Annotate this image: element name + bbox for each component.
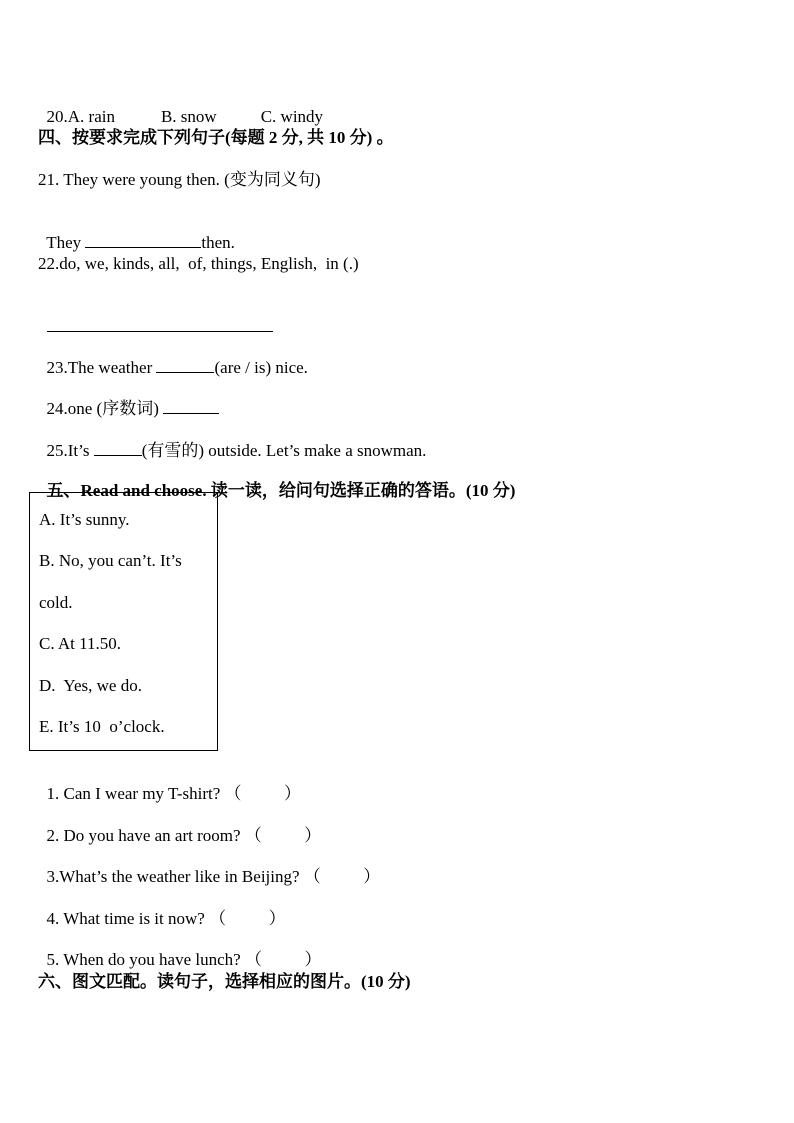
- answer-parentheses: （ ）: [303, 867, 381, 886]
- question-end: (are / is) nice.: [214, 358, 308, 377]
- answer-options-box: [29, 492, 218, 751]
- answer-blank: [47, 316, 273, 332]
- option-a: A. rain: [67, 107, 115, 126]
- question-25: [38, 420, 426, 461]
- answer-start: They: [46, 233, 82, 252]
- option-c: C. At 11.50.: [39, 634, 122, 653]
- question-4: [38, 889, 286, 929]
- question-3: [38, 847, 380, 887]
- question-number: 20.: [46, 107, 68, 126]
- option-c: C. windy: [260, 107, 324, 126]
- question-2: [38, 806, 321, 846]
- question-end: (有雪的) outside. Let’s make a snowman.: [141, 441, 427, 460]
- question-start: 25.It’s: [46, 441, 90, 460]
- question-text: 4. What time is it now?: [46, 909, 205, 928]
- question-20: [38, 87, 323, 127]
- option-e: E. It’s 10 o’clock.: [39, 717, 165, 736]
- question-21-prompt: 21. They were young then. (变为同义句): [38, 170, 321, 189]
- question-start: 24.one (序数词): [46, 399, 159, 418]
- option-b-line-1: B. No, you can’t. It’s: [39, 551, 182, 570]
- section-4-title: 四、按要求完成下列句子(每题 2 分, 共 10 分) 。: [38, 128, 394, 147]
- section-5-label-cn: 五、: [46, 481, 81, 500]
- answer-blank: [94, 440, 142, 456]
- question-5: [38, 930, 321, 970]
- question-start: 23.The weather: [46, 358, 153, 377]
- answer-parentheses: （ ）: [244, 950, 322, 969]
- answer-blank: [156, 357, 214, 373]
- answer-blank: [163, 398, 219, 414]
- question-text: 3.What’s the weather like in Beijing?: [46, 867, 300, 886]
- question-1: [38, 764, 301, 804]
- question-22-answer: [38, 296, 273, 337]
- answer-parentheses: （ ）: [209, 909, 286, 928]
- answer-blank: [85, 232, 201, 248]
- section-5-label-rest: 读一读，给问句选择正确的答语。(10 分): [206, 481, 516, 500]
- option-a: A. It’s sunny.: [39, 510, 130, 529]
- question-23: [38, 337, 308, 378]
- option-d: D. Yes, we do.: [39, 676, 142, 695]
- answer-parentheses: （ ）: [244, 826, 322, 845]
- question-text: 5. When do you have lunch?: [46, 950, 241, 969]
- question-text: 2. Do you have an art room?: [46, 826, 241, 845]
- question-24: [38, 378, 219, 419]
- answer-parentheses: （ ）: [224, 784, 301, 803]
- section-5-label-en: Read and choose.: [80, 481, 207, 500]
- answer-end: then.: [201, 233, 235, 252]
- question-text: 1. Can I wear my T-shirt?: [46, 784, 221, 803]
- option-b-line-2: cold.: [39, 593, 73, 612]
- question-22-prompt: 22.do, we, kinds, all, of, things, English, in (.): [38, 254, 359, 273]
- option-b: B. snow: [160, 107, 217, 126]
- section-6-title: 六、图文匹配。读句子，选择相应的图片。(10 分): [38, 972, 411, 991]
- question-21-answer: [38, 212, 235, 253]
